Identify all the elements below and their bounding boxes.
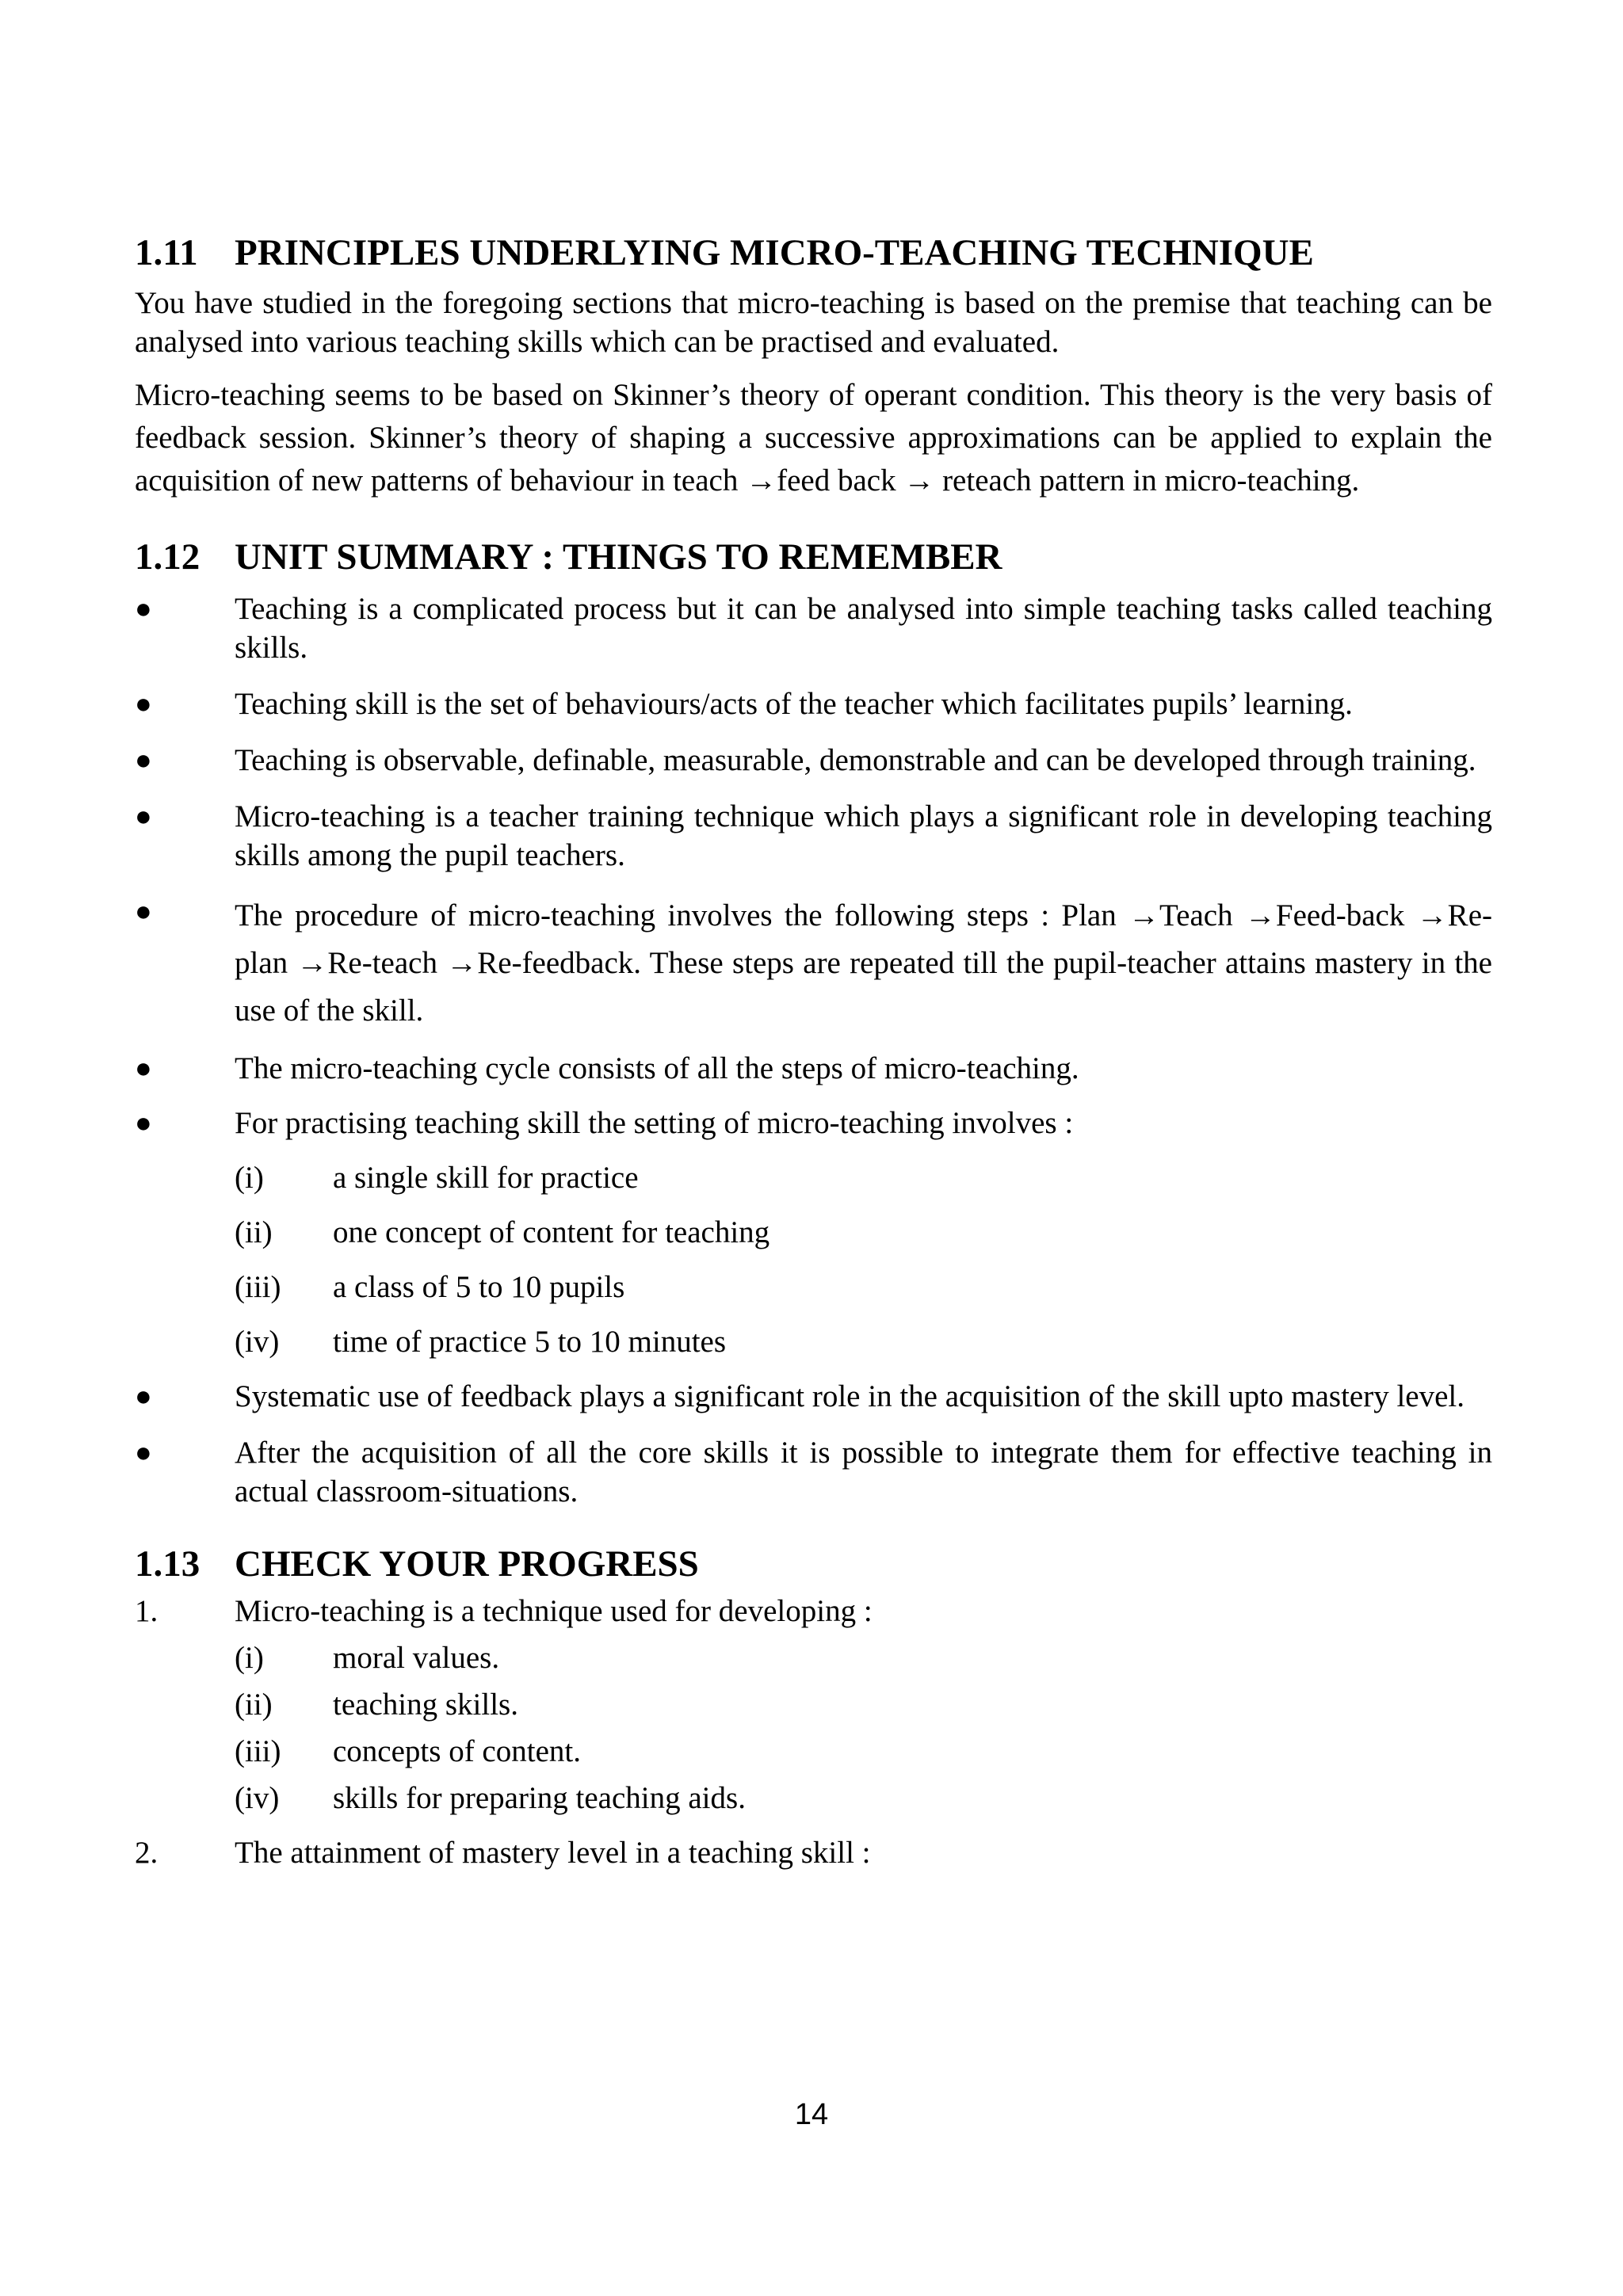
roman-numeral: (ii) xyxy=(235,1215,273,1249)
list-item-text: Teaching is observable, definable, measurable, demonstrable and can be developed through training. xyxy=(235,743,1476,777)
roman-numeral: (i) xyxy=(235,1161,264,1195)
question-text: Micro-teaching is a technique used for developing : xyxy=(235,1594,873,1628)
list-item xyxy=(135,892,1492,1035)
sublist-item-text: one concept of content for teaching xyxy=(333,1215,770,1249)
list-item xyxy=(135,741,1492,780)
option-item xyxy=(135,1732,1492,1771)
list-item-text: Systematic use of feedback plays a significant role in the acquisition of the skill upto mastery level. xyxy=(235,1379,1465,1413)
sublist-item xyxy=(135,1322,1492,1361)
section-heading-1-13 xyxy=(135,1541,1492,1587)
list-item-text: For practising teaching skill the setting of micro-teaching involves : xyxy=(235,1106,1074,1140)
list-item xyxy=(135,589,1492,667)
list-item-text: Teaching skill is the set of behaviours/acts of the teacher which facilitates pupils’ learning. xyxy=(235,687,1353,721)
list-item-text: Teaching is a complicated process but it can be analysed into simple teaching tasks called teaching skills. xyxy=(235,592,1492,665)
option-item xyxy=(135,1638,1492,1677)
question-options xyxy=(135,1638,1492,1817)
roman-numeral: (iii) xyxy=(235,1270,281,1304)
sublist-item xyxy=(135,1158,1492,1197)
sublist-item xyxy=(135,1268,1492,1306)
list-item-text: Micro-teaching is a teacher training technique which plays a significant role in developing teaching skills among the pupil teachers. xyxy=(235,799,1492,872)
bullet-icon: ● xyxy=(135,895,152,927)
bullet-icon: ● xyxy=(135,1107,152,1138)
roman-numeral: (i) xyxy=(235,1641,264,1675)
setting-sublist xyxy=(135,1158,1492,1361)
sublist-item-text: a single skill for practice xyxy=(333,1161,639,1195)
option-item xyxy=(135,1779,1492,1817)
question-number: 1. xyxy=(135,1594,158,1628)
list-item xyxy=(135,1377,1492,1416)
question-item xyxy=(135,1833,1492,1872)
summary-list-continued xyxy=(135,1377,1492,1511)
sublist-item-text: a class of 5 to 10 pupils xyxy=(333,1270,625,1304)
sublist-item-text: time of practice 5 to 10 minutes xyxy=(333,1325,727,1359)
section-title: UNIT SUMMARY : THINGS TO REMEMBER xyxy=(235,536,1002,578)
bullet-icon: ● xyxy=(135,1436,152,1468)
section-title: PRINCIPLES UNDERLYING MICRO-TEACHING TECHNIQUE xyxy=(235,232,1314,273)
paragraph: Micro-teaching seems to be based on Skinner’s theory of operant condition. This theory is the very basis of feedback session. Skinner’s theory of shaping a successive approximations can be applied to explain the acquisition of new patterns of behaviour in teach →feed back → reteach pattern in micro-teaching. xyxy=(135,378,1492,498)
list-item xyxy=(135,1104,1492,1142)
list-item xyxy=(135,1433,1492,1511)
sublist-item xyxy=(135,1213,1492,1252)
section-number: 1.12 xyxy=(135,536,200,578)
roman-numeral: (iii) xyxy=(235,1734,281,1768)
section-heading-1-11 xyxy=(135,230,1492,276)
list-item-text: The micro-teaching cycle consists of all the steps of micro-teaching. xyxy=(235,1051,1079,1085)
question-number: 2. xyxy=(135,1836,158,1870)
page-number: 14 xyxy=(794,2098,829,2131)
option-text: teaching skills. xyxy=(333,1688,518,1722)
list-item-text: The procedure of micro-teaching involves the following steps : Plan →Teach →Feed-back →Re-plan →Re-teach →Re-feedback. These steps are repeated till the pupil-teacher attains mastery in the use of the skill. xyxy=(235,898,1492,1028)
roman-numeral: (iv) xyxy=(235,1325,280,1359)
question-item xyxy=(135,1592,1492,1630)
list-item-text: After the acquisition of all the core skills it is possible to integrate them for effective teaching in actual classroom-situations. xyxy=(235,1436,1492,1508)
bullet-icon: ● xyxy=(135,1380,152,1412)
option-text: skills for preparing teaching aids. xyxy=(333,1781,746,1815)
roman-numeral: (iv) xyxy=(235,1781,280,1815)
section-number: 1.11 xyxy=(135,232,198,273)
summary-list xyxy=(135,589,1492,1142)
option-text: moral values. xyxy=(333,1641,500,1675)
section-title: CHECK YOUR PROGRESS xyxy=(235,1543,699,1585)
list-item xyxy=(135,685,1492,723)
document-page xyxy=(135,230,1492,1872)
option-text: concepts of content. xyxy=(333,1734,581,1768)
roman-numeral: (ii) xyxy=(235,1688,273,1722)
bullet-icon: ● xyxy=(135,593,152,624)
section-heading-1-12 xyxy=(135,534,1492,580)
bullet-icon: ● xyxy=(135,800,152,832)
list-item xyxy=(135,797,1492,875)
option-item xyxy=(135,1685,1492,1724)
bullet-icon: ● xyxy=(135,688,152,719)
bullet-icon: ● xyxy=(135,744,152,776)
list-item xyxy=(135,1049,1492,1088)
section-number: 1.13 xyxy=(135,1543,200,1585)
question-text: The attainment of mastery level in a teaching skill : xyxy=(235,1836,871,1870)
paragraph: You have studied in the foregoing sections that micro-teaching is based on the premise that teaching can be analysed into various teaching skills which can be practised and evaluated. xyxy=(135,286,1492,359)
bullet-icon: ● xyxy=(135,1052,152,1084)
